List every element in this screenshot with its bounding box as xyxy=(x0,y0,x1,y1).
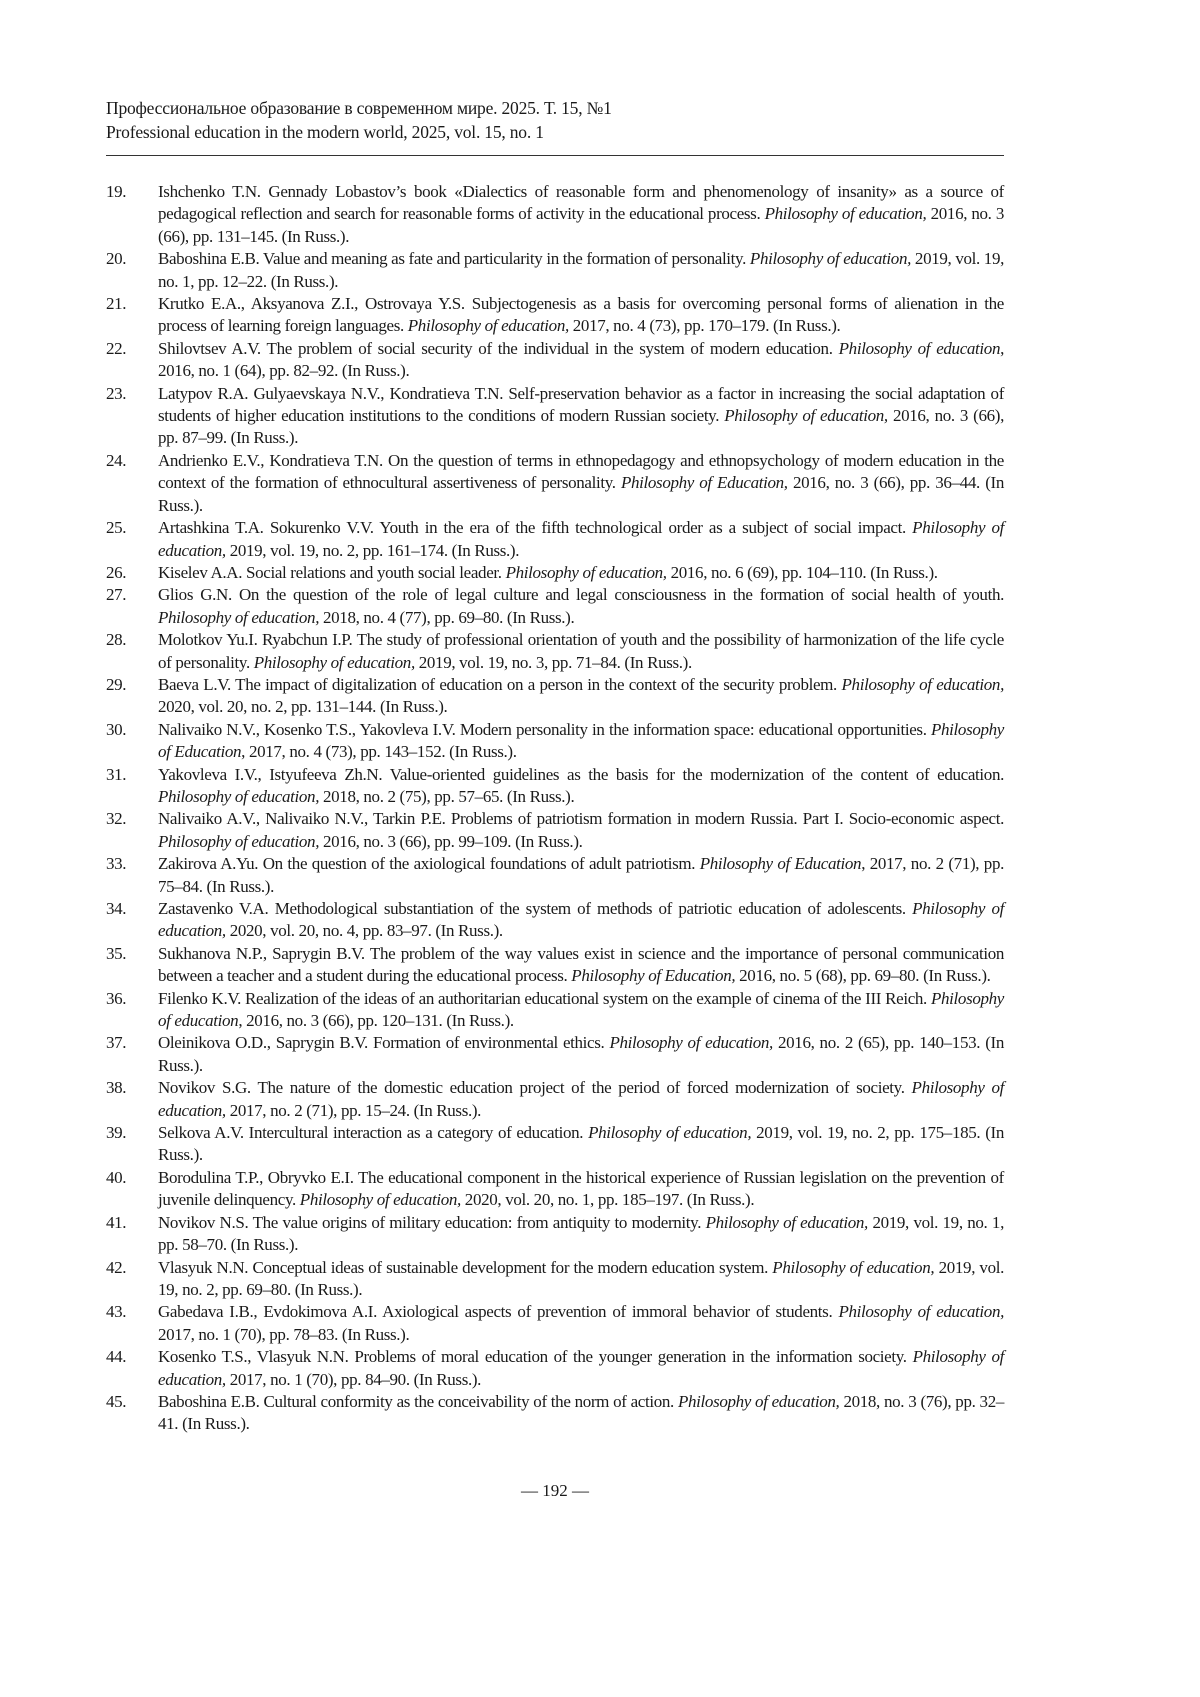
reference-item xyxy=(106,562,1004,584)
reference-details: 2018, no. 2 (75), pp. 57–65. (In Russ.). xyxy=(319,787,574,806)
reference-text xyxy=(158,1212,1004,1257)
reference-title: Selkova A.V. Intercultural interaction as a category of education. xyxy=(158,1123,588,1142)
reference-details: 2016, no. 3 (66), pp. 36–44. (In Russ.). xyxy=(158,473,1004,514)
reference-details: 2016, no. 3 (66), pp. 99–109. (In Russ.). xyxy=(319,832,582,851)
reference-number: 29. xyxy=(106,674,158,719)
reference-journal: Philosophy of education, xyxy=(678,1392,839,1411)
reference-journal: Philosophy of education, xyxy=(158,1078,1004,1119)
reference-title: Kosenko T.S., Vlasyuk N.N. Problems of moral education of the younger generation in the information society. xyxy=(158,1347,913,1366)
reference-item xyxy=(106,1212,1004,1257)
reference-details: 2019, vol. 19, no. 2, pp. 175–185. (In Russ.). xyxy=(158,1123,1004,1164)
reference-details: 2019, vol. 19, no. 2, pp. 161–174. (In Russ.). xyxy=(226,541,519,560)
reference-title: Kiselev A.A. Social relations and youth social leader. xyxy=(158,563,506,582)
reference-number: 19. xyxy=(106,181,158,248)
reference-details: 2017, no. 1 (70), pp. 84–90. (In Russ.). xyxy=(226,1370,481,1389)
reference-journal: Philosophy of education, xyxy=(158,787,319,806)
reference-item xyxy=(106,898,1004,943)
reference-number: 40. xyxy=(106,1167,158,1212)
reference-text xyxy=(158,629,1004,674)
reference-number: 20. xyxy=(106,248,158,293)
reference-text xyxy=(158,450,1004,517)
reference-details: 2016, no. 2 (65), pp. 140–153. (In Russ.). xyxy=(158,1033,1004,1074)
reference-details: 2017, no. 4 (73), pp. 170–179. (In Russ.). xyxy=(569,316,841,335)
reference-item xyxy=(106,629,1004,674)
reference-number: 35. xyxy=(106,943,158,988)
reference-item xyxy=(106,584,1004,629)
reference-item xyxy=(106,1167,1004,1212)
reference-number: 33. xyxy=(106,853,158,898)
reference-item xyxy=(106,1032,1004,1077)
reference-title: Sukhanova N.P., Saprygin B.V. The problem of the way values exist in science and the importance of personal communication between a teacher and a student during the educational process. xyxy=(158,944,1004,985)
reference-number: 38. xyxy=(106,1077,158,1122)
reference-journal: Philosophy of Education xyxy=(700,854,861,873)
reference-item xyxy=(106,1077,1004,1122)
reference-text xyxy=(158,1301,1004,1346)
reference-item xyxy=(106,1391,1004,1436)
running-header xyxy=(106,96,612,144)
reference-text xyxy=(158,1077,1004,1122)
reference-number: 23. xyxy=(106,383,158,450)
reference-number: 22. xyxy=(106,338,158,383)
reference-journal: Philosophy of education, xyxy=(724,406,888,425)
reference-item xyxy=(106,943,1004,988)
reference-title: Baboshina E.B. Cultural conformity as the conceivability of the norm of action. xyxy=(158,1392,678,1411)
reference-item xyxy=(106,383,1004,450)
reference-number: 28. xyxy=(106,629,158,674)
reference-number: 27. xyxy=(106,584,158,629)
reference-title: Novikov N.S. The value origins of military education: from antiquity to modernity. xyxy=(158,1213,706,1232)
reference-text xyxy=(158,943,1004,988)
reference-details: 2016, no. 5 (68), pp. 69–80. (In Russ.). xyxy=(735,966,990,985)
reference-text xyxy=(158,853,1004,898)
reference-text xyxy=(158,898,1004,943)
reference-text xyxy=(158,808,1004,853)
reference-text xyxy=(158,338,1004,383)
reference-journal: Philosophy of education, xyxy=(158,608,319,627)
reference-title: Glios G.N. On the question of the role of legal culture and legal consciousness in the formation of social health of youth. xyxy=(158,585,1004,604)
reference-text xyxy=(158,584,1004,629)
reference-journal: Philosophy of education xyxy=(839,339,1000,358)
reference-number: 39. xyxy=(106,1122,158,1167)
reference-item xyxy=(106,450,1004,517)
reference-journal: Philosophy of education, xyxy=(588,1123,751,1142)
reference-details: 2016, no. 6 (69), pp. 104–110. (In Russ.). xyxy=(667,563,938,582)
reference-details: 2016, no. 3 (66), pp. 131–145. (In Russ.). xyxy=(158,204,1004,245)
reference-details: 2017, no. 1 (70), pp. 78–83. (In Russ.). xyxy=(158,1325,409,1344)
reference-number: 43. xyxy=(106,1301,158,1346)
reference-details: 2019, vol. 19, no. 3, pp. 71–84. (In Russ.). xyxy=(415,653,692,672)
reference-journal: Philosophy of education, xyxy=(158,899,1004,940)
reference-details: , 2017, no. 4 (73), pp. 143–152. (In Russ.). xyxy=(241,742,516,761)
header-divider xyxy=(106,155,1004,156)
reference-title: Gabedava I.B., Evdokimova A.I. Axiological aspects of prevention of immoral behavior of students. xyxy=(158,1302,838,1321)
reference-title: Artashkina T.A. Sokurenko V.V. Youth in the era of the fifth technological order as a subject of social impact. xyxy=(158,518,912,537)
reference-number: 42. xyxy=(106,1257,158,1302)
reference-item xyxy=(106,181,1004,248)
reference-item xyxy=(106,1257,1004,1302)
reference-title: Latypov R.A. Gulyaevskaya N.V., Kondratieva T.N. Self-preservation behavior as a factor in increasing the social adaptation of students of higher education institutions to the conditions of modern Russian society. xyxy=(158,384,1004,425)
reference-title: Baboshina E.B. Value and meaning as fate and particularity in the formation of personality. xyxy=(158,249,750,268)
reference-item xyxy=(106,988,1004,1033)
reference-number: 21. xyxy=(106,293,158,338)
reference-details: , 2016, no. 3 (66), pp. 120–131. (In Russ.). xyxy=(238,1011,513,1030)
reference-text xyxy=(158,1257,1004,1302)
reference-text xyxy=(158,383,1004,450)
reference-title: Molotkov Yu.I. Ryabchun I.P. The study of professional orientation of youth and the possibility of harmonization of the life cycle of personality. xyxy=(158,630,1004,671)
reference-number: 32. xyxy=(106,808,158,853)
reference-item xyxy=(106,338,1004,383)
reference-text xyxy=(158,719,1004,764)
reference-details: 2020, vol. 20, no. 2, pp. 131–144. (In Russ.). xyxy=(158,697,447,716)
reference-title: Nalivaiko N.V., Kosenko T.S., Yakovleva I.V. Modern personality in the information space: educational opportunities. xyxy=(158,720,931,739)
reference-journal: Philosophy of Education, xyxy=(621,473,788,492)
reference-journal: Philosophy of education, xyxy=(408,316,569,335)
reference-journal: Philosophy of education xyxy=(158,989,1004,1030)
reference-text xyxy=(158,1167,1004,1212)
reference-details: 2020, vol. 20, no. 1, pp. 185–197. (In Russ.). xyxy=(461,1190,754,1209)
reference-number: 31. xyxy=(106,764,158,809)
reference-title: Novikov S.G. The nature of the domestic education project of the period of forced modernization of society. xyxy=(158,1078,912,1097)
reference-details: 2017, no. 2 (71), pp. 15–24. (In Russ.). xyxy=(226,1101,481,1120)
reference-journal: Philosophy of education, xyxy=(300,1190,461,1209)
reference-journal: Philosophy of education, xyxy=(842,675,1004,694)
reference-journal: Philosophy of education, xyxy=(158,1347,1004,1388)
reference-title: Ishchenko T.N. Gennady Lobastov’s book «Dialectics of reasonable form and phenomenology of insanity» as a source of pedagogical reflection and search for reasonable forms of activity in the educational process. xyxy=(158,182,1004,223)
reference-item xyxy=(106,1122,1004,1167)
reference-list xyxy=(106,181,1004,1436)
reference-title: Zastavenko V.A. Methodological substantiation of the system of methods of patriotic education of adolescents. xyxy=(158,899,912,918)
reference-journal: Philosophy of education, xyxy=(158,518,1004,559)
reference-journal: Philosophy of education, xyxy=(506,563,667,582)
reference-details: 2018, no. 3 (76), pp. 32–41. (In Russ.). xyxy=(158,1392,1004,1433)
reference-text xyxy=(158,764,1004,809)
reference-title: Shilovtsev A.V. The problem of social security of the individual in the system of modern education. xyxy=(158,339,839,358)
reference-journal: Philosophy of education, xyxy=(750,249,911,268)
reference-text xyxy=(158,293,1004,338)
reference-title: Zakirova A.Yu. On the question of the axiological foundations of adult patriotism. xyxy=(158,854,700,873)
reference-journal: Philosophy of Education xyxy=(158,720,1004,761)
reference-details: 2019, vol. 19, no. 2, pp. 69–80. (In Russ.). xyxy=(158,1258,1004,1299)
reference-journal: Philosophy of education, xyxy=(838,1302,1004,1321)
reference-number: 24. xyxy=(106,450,158,517)
reference-title: Baeva L.V. The impact of digitalization of education on a person in the context of the security problem. xyxy=(158,675,842,694)
reference-number: 45. xyxy=(106,1391,158,1436)
reference-item xyxy=(106,719,1004,764)
reference-title: Oleinikova O.D., Saprygin B.V. Formation of environmental ethics. xyxy=(158,1033,609,1052)
reference-item xyxy=(106,293,1004,338)
reference-item xyxy=(106,517,1004,562)
reference-title: Andrienko E.V., Kondratieva T.N. On the question of terms in ethnopedagogy and ethnopsychology of modern education in the context of the formation of ethnocultural assertiveness of personality. xyxy=(158,451,1004,492)
journal-title-ru: Профессиональное образование в современном мире. 2025. Т. 15, №1 xyxy=(106,96,612,120)
reference-details: 2018, no. 4 (77), pp. 69–80. (In Russ.). xyxy=(319,608,574,627)
reference-item xyxy=(106,764,1004,809)
reference-details: 2019, vol. 19, no. 1, pp. 58–70. (In Russ.). xyxy=(158,1213,1004,1254)
reference-journal: Philosophy of education, xyxy=(609,1033,772,1052)
reference-title: Filenko K.V. Realization of the ideas of an authoritarian educational system on the example of cinema of the III Reich. xyxy=(158,989,931,1008)
reference-text xyxy=(158,1122,1004,1167)
reference-title: Borodulina T.P., Obryvko E.I. The educational component in the historical experience of Russian legislation on the prevention of juvenile delinquency. xyxy=(158,1168,1004,1209)
reference-journal: Philosophy of education, xyxy=(254,653,415,672)
reference-item xyxy=(106,808,1004,853)
reference-journal: Philosophy of education, xyxy=(772,1258,934,1277)
reference-text xyxy=(158,988,1004,1033)
reference-number: 37. xyxy=(106,1032,158,1077)
reference-item xyxy=(106,853,1004,898)
reference-title: Nalivaiko A.V., Nalivaiko N.V., Tarkin P.E. Problems of patriotism formation in modern Russia. Part I. Socio-economic aspect. xyxy=(158,809,1004,828)
reference-journal: Philosophy of Education, xyxy=(571,966,735,985)
reference-journal: Philosophy of education, xyxy=(158,832,319,851)
reference-number: 34. xyxy=(106,898,158,943)
reference-details: , 2016, no. 1 (64), pp. 82–92. (In Russ.). xyxy=(158,339,1004,380)
reference-text xyxy=(158,1346,1004,1391)
reference-item xyxy=(106,674,1004,719)
reference-item xyxy=(106,1301,1004,1346)
reference-details: 2019, vol. 19, no. 1, pp. 12–22. (In Russ.). xyxy=(158,249,1004,290)
reference-journal: Philosophy of education, xyxy=(706,1213,868,1232)
reference-number: 25. xyxy=(106,517,158,562)
reference-item xyxy=(106,248,1004,293)
reference-text xyxy=(158,674,1004,719)
reference-text xyxy=(158,562,1004,584)
reference-details: 2020, vol. 20, no. 4, pp. 83–97. (In Russ.). xyxy=(226,921,503,940)
page-number: — 192 — xyxy=(0,1481,1110,1501)
reference-text xyxy=(158,181,1004,248)
reference-details: , 2017, no. 2 (71), pp. 75–84. (In Russ.). xyxy=(158,854,1004,895)
reference-text xyxy=(158,1391,1004,1436)
reference-title: Yakovleva I.V., Istyufeeva Zh.N. Value-oriented guidelines as the basis for the modernization of the content of education. xyxy=(158,765,1004,784)
reference-title: Krutko E.A., Aksyanova Z.I., Ostrovaya Y.S. Subjectogenesis as a basis for overcoming personal forms of alienation in the process of learning foreign languages. xyxy=(158,294,1004,335)
reference-number: 41. xyxy=(106,1212,158,1257)
reference-number: 36. xyxy=(106,988,158,1033)
reference-text xyxy=(158,1032,1004,1077)
reference-number: 26. xyxy=(106,562,158,584)
reference-text xyxy=(158,248,1004,293)
reference-text xyxy=(158,517,1004,562)
reference-number: 30. xyxy=(106,719,158,764)
reference-item xyxy=(106,1346,1004,1391)
reference-details: 2016, no. 3 (66), pp. 87–99. (In Russ.). xyxy=(158,406,1004,447)
reference-number: 44. xyxy=(106,1346,158,1391)
journal-title-en: Professional education in the modern world, 2025, vol. 15, no. 1 xyxy=(106,120,612,144)
reference-journal: Philosophy of education, xyxy=(765,204,927,223)
reference-title: Vlasyuk N.N. Conceptual ideas of sustainable development for the modern education system. xyxy=(158,1258,772,1277)
